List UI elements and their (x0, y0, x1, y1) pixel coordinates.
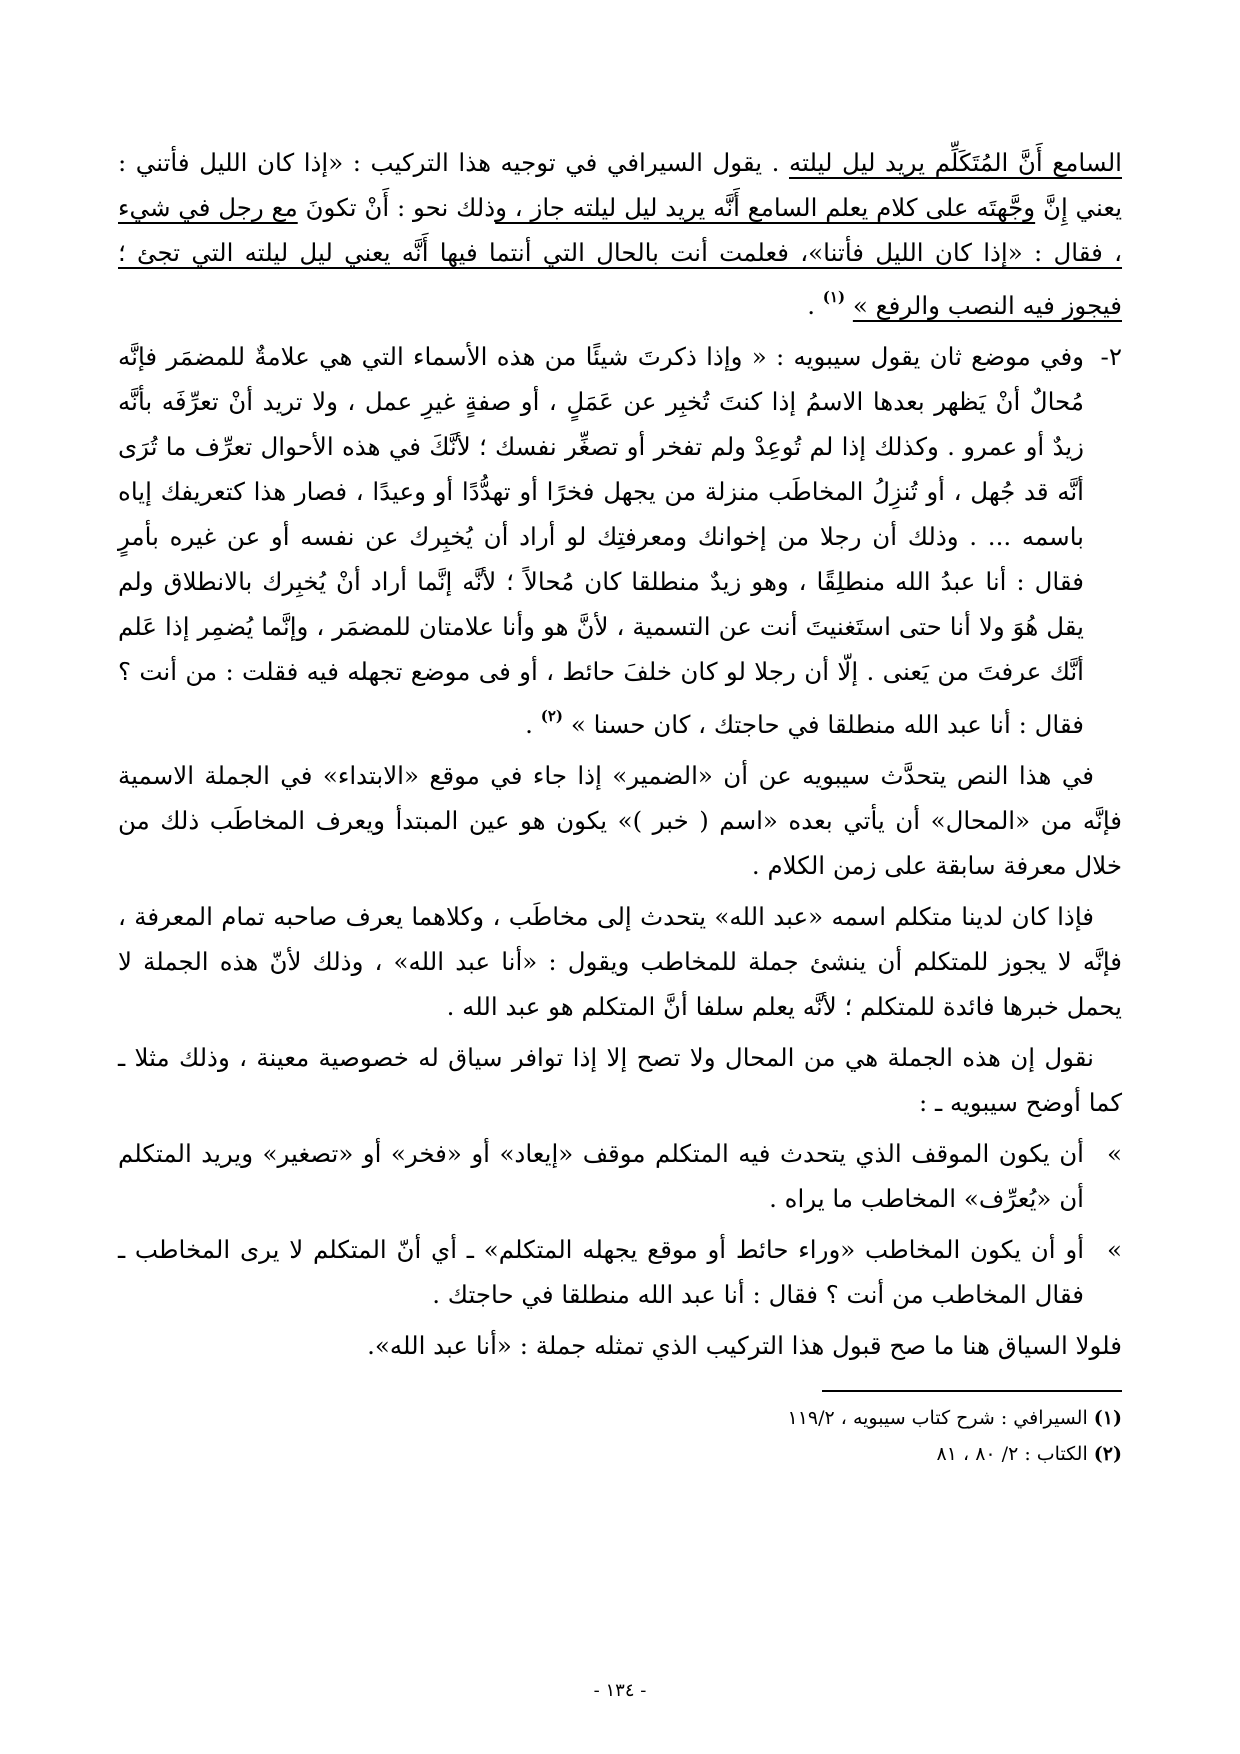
footnote-text: الكتاب : ٢/ ٨٠ ، ٨١ (936, 1443, 1094, 1465)
closing-paragraph: فلولا السياق هنا ما صح قبول هذا التركيب الذي تمثله جملة : «أنا عبد الله». (367, 1331, 1122, 1360)
underlined-quote-1: السامع أَنَّ المُتَكَلِّم يريد ليل ليلته (789, 148, 1122, 177)
underlined-quote-3: مع رجل في شيء ، فقال : «إذا كان الليل فأتنا»، (118, 193, 1123, 267)
numbered-item-2 (118, 334, 1122, 747)
sentence-end: . (807, 291, 823, 320)
footnote-ref-1: (١) (822, 288, 846, 306)
body-paragraph-2: فإذا كان لدينا متكلم اسمه «عبد الله» يتحدث إلى مخاطَب ، وكلاهما يعرف صاحبه تمام المعرفة ، فإنَّه لا يجوز للمتكلم أن ينشئ جملة للمخاطب ويقول : «أنا عبد الله» ، وذلك لأنّ هذه الجملة لا يحمل خبرها فائدة للمتكلم ؛ لأنَّه يعلم سلفا أنَّ المتكلم هو عبد الله . (118, 902, 1122, 1021)
page-number: - ١٣٤ - (593, 1680, 647, 1701)
item-number: ٢- (1100, 342, 1122, 371)
document-page (118, 140, 1122, 1472)
footnote-separator (118, 1390, 1122, 1392)
bullet-marker: » (1107, 1139, 1122, 1168)
bullet-marker: » (1107, 1235, 1122, 1264)
underlined-quote-2: وجَّهتَه على كلام يعلم السامع أَنَّه يريد ليل ليلته جاز ، و (495, 193, 1036, 222)
text-run-2: ذلك نحو : أَنْ تكونَ (297, 193, 496, 222)
text-run-1: . يقول السيرافي في توجيه هذا التركيب : «إذا كان الليل فأتني : يعني إِنَّ (118, 148, 1123, 222)
footnote-ref-2: (٢) (540, 707, 564, 725)
bullet-text: أن يكون الموقف الذي يتحدث فيه المتكلم موقف «إيعاد» أو «فخر» أو «تصغير» ويريد المتكلم أن «يُعرِّف» المخاطب ما يراه . (118, 1139, 1084, 1213)
body-paragraph-1: في هذا النص يتحدَّث سيبويه عن أن «الضمير» إذا جاء في موقع «الابتداء» في الجملة الاسمية فإنَّه من «المحال» أن يأتي بعده «اسم ( خبر )» يكون هو عين المبتدأ ويعرف المخاطَب ذلك من خلال معرفة سابقة على زمن الكلام . (118, 761, 1122, 880)
body-paragraph-3: نقول إن هذه الجملة هي من المحال ولا تصح إلا إذا توافر سياق له خصوصية معينة ، وذلك مثلا ـ كما أوضح سيبويه ـ : (118, 1043, 1122, 1117)
footnote-text: السيرافي : شرح كتاب سيبويه ، ١١٩/٢ (787, 1407, 1094, 1429)
footnote-2 (118, 1436, 1122, 1472)
footnote-number: (٢) (1093, 1443, 1122, 1465)
footnote-number: (١) (1093, 1407, 1122, 1429)
continuation-paragraph (118, 140, 1122, 328)
separator-line (822, 1390, 1122, 1392)
item-text: وفي موضع ثان يقول سيبويه : « وإذا ذكرتَ شيئًا من هذه الأسماء التي هي علامةٌ للمضمَر فإنَّه مُحالٌ أنْ يَظهر بعدها الاسمُ إذا كنتَ تُخبِر عن عَمَلٍ ، أو صفةٍ غيرِ عمل ، ولا تريد أنْ تعرِّفَه بأنَّه زيدٌ أو عمرو . وكذلك إذا لم تُوعِدْ ولم تفخر أو تصغِّر نفسك ؛ لأنَّكَ في هذه الأحوال تعرِّف ما تُرَى أنَّه قد جُهل ، أو تُنزِلُ المخاطَب منزلة من يجهل فخرًا أو تهدُّدًا أو وعيدًا ، فصار هذا كتعريفك إياه باسمه ... . وذلك أن رجلا من إخوانك ومعرفتِك لو أراد أن يُخبِرك عن نفسه أو عن غيره بأمرٍ فقال : أنا عبدُ الله منطلِقًا ، وهو زيدٌ منطلقا كان مُحالاً ؛ لأنَّه إنَّما أراد أنْ يُخبِرك بالانطلاق ولم يقل هُوَ ولا أنا حتى استَغنيتَ أنت عن التسمية ، لأنَّ هو وأنا علامتان للمضمَر ، وإنَّما يُضمِر إذا عَلم أنَّك عرفتَ من يَعنى . إلّا أن رجلا لو كان خلفَ حائط ، أو فى موضع تجهله فيه فقلت : من أنت ؟ فقال : أنا عبد الله منطلقا في حاجتك ، كان حسنا » (118, 342, 1084, 739)
footnotes (118, 1400, 1122, 1472)
underlined-quote-4: فعلمت أنت بالحال التي أنتما فيها أَنَّه يعني ليل ليلته التي تجئ ؛ فيجوز فيه النصب والرفع » (118, 238, 1122, 320)
bullet-item-2 (118, 1227, 1122, 1317)
item-end: . (525, 710, 541, 739)
bullet-item-1 (118, 1131, 1122, 1221)
footnote-1 (118, 1400, 1122, 1436)
bullet-text: أو أن يكون المخاطب «وراء حائط أو موقع يجهله المتكلم» ـ أي أنّ المتكلم لا يرى المخاطب ـ فقال المخاطب من أنت ؟ فقال : أنا عبد الله منطلقا في حاجتك . (118, 1235, 1084, 1309)
